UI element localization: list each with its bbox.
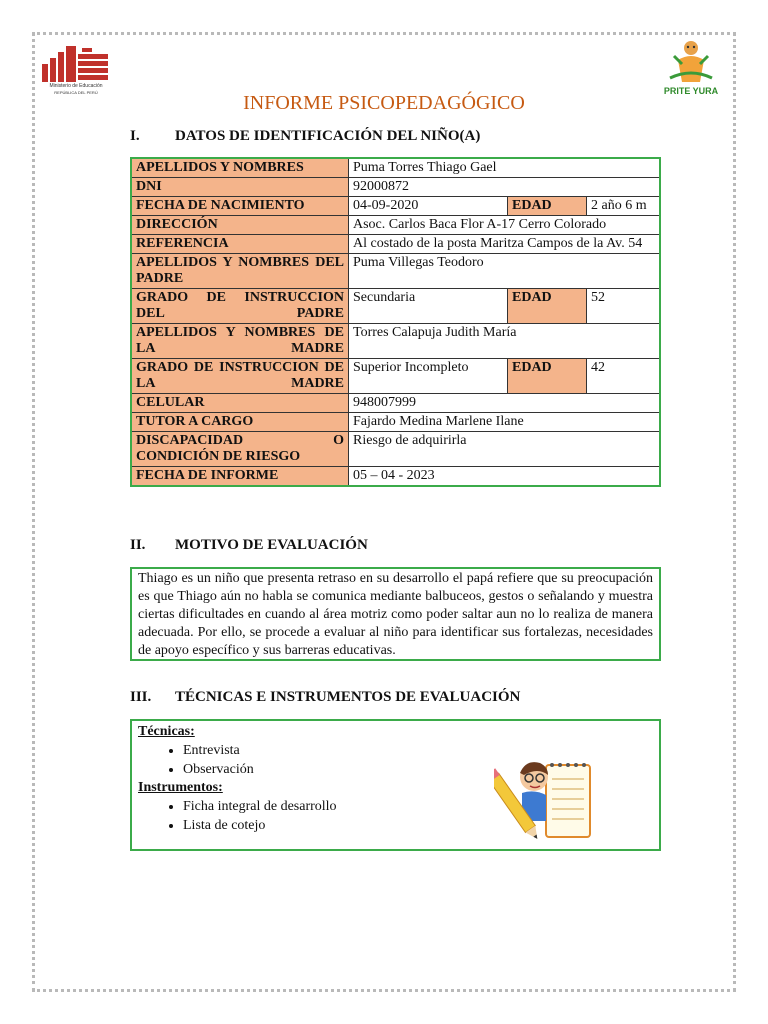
fecha-informe-key: FECHA DE INFORME <box>131 467 349 487</box>
grado-padre-value: Secundaria <box>349 289 508 324</box>
table-row <box>131 359 660 394</box>
student-clipart-icon <box>494 755 600 847</box>
celular-key: CELULAR <box>131 394 349 413</box>
madre-key: APELLIDOS Y NOMBRES DE LA MADRE <box>131 324 349 359</box>
section-3-heading <box>130 689 520 706</box>
table-row <box>131 432 660 467</box>
table-row <box>131 254 660 289</box>
table-row <box>131 235 660 254</box>
dni-value: 92000872 <box>349 178 661 197</box>
direccion-value: Asoc. Carlos Baca Flor A-17 Cerro Colorado <box>349 216 661 235</box>
table-row <box>131 216 660 235</box>
list-item: • Observación <box>183 760 653 779</box>
section-2-number: II. <box>130 537 146 553</box>
report-title: INFORME PSICOPEDAGÓGICO <box>243 92 525 114</box>
table-row <box>131 197 660 216</box>
table-row <box>131 467 660 487</box>
edad-key: EDAD <box>508 197 587 216</box>
madre-value: Torres Calapuja Judith María <box>349 324 661 359</box>
edad-padre-value: 52 <box>587 289 661 324</box>
tutor-key: TUTOR A CARGO <box>131 413 349 432</box>
motivo-box: Thiago es un niño que presenta retraso en su desarrollo el papá refiere que su preocupación es que Thiago aún no habla se comunica mediante balbuceos, gestos o señalando y muestra ciertas dificultades en cuando al área motriz como poder saltar aun no lo realiza de manera adecuada. Por ello, se procede a evaluar al niño para identificar sus fortalezas, necesidades de apoyo específico y sus barreras educativas. <box>130 567 661 661</box>
nacimiento-key: FECHA DE NACIMIENTO <box>131 197 349 216</box>
table-row <box>131 413 660 432</box>
table-row <box>131 394 660 413</box>
list-item: • Entrevista <box>183 741 653 760</box>
apellidos-value: Puma Torres Thiago Gael <box>349 158 661 178</box>
tutor-value: Fajardo Medina Marlene Ilane <box>349 413 661 432</box>
ministerio-subcaption: REPÚBLICA DEL PERÚ <box>54 90 98 95</box>
discapacidad-key <box>131 432 349 467</box>
section-1-title: DATOS DE IDENTIFICACIÓN DEL NIÑO(A) <box>175 128 481 144</box>
list-item: • Ficha integral de desarrollo <box>183 797 653 816</box>
discapacidad-value: Riesgo de adquirirla <box>349 432 661 467</box>
fecha-informe-value: 05 – 04 - 2023 <box>349 467 661 487</box>
tecnicas-label: Técnicas: <box>138 724 195 739</box>
prite-yura-wordmark: PRITE YURA <box>663 86 719 96</box>
section-1-number: I. <box>130 128 140 144</box>
discapacidad-key-line1: DISCAPACIDAD O <box>136 433 344 448</box>
referencia-key: REFERENCIA <box>131 235 349 254</box>
dni-key: DNI <box>131 178 349 197</box>
edad-madre-value: 42 <box>587 359 661 394</box>
apellidos-key: APELLIDOS Y NOMBRES <box>131 158 349 178</box>
grado-madre-value: Superior Incompleto <box>349 359 508 394</box>
padre-key: APELLIDOS Y NOMBRES DEL PADRE <box>131 254 349 289</box>
nacimiento-value: 04-09-2020 <box>349 197 508 216</box>
ministerio-caption: Ministerio de Educación <box>49 83 103 89</box>
edad-madre-key: EDAD <box>508 359 587 394</box>
padre-value: Puma Villegas Teodoro <box>349 254 661 289</box>
celular-value: 948007999 <box>349 394 661 413</box>
section-3-number: III. <box>130 689 152 705</box>
section-3-title: TÉCNICAS E INSTRUMENTOS DE EVALUACIÓN <box>175 689 521 705</box>
table-row <box>131 324 660 359</box>
table-row <box>131 158 660 178</box>
ministerio-logo <box>40 42 112 95</box>
section-1-heading <box>130 128 480 145</box>
discapacidad-key-line2: CONDICIÓN DE RIESGO <box>136 449 301 464</box>
list-item: • Lista de cotejo <box>183 816 653 835</box>
grado-madre-key: GRADO DE INSTRUCCION DE LA MADRE <box>131 359 349 394</box>
grado-padre-key: GRADO DE INSTRUCCION DEL PADRE <box>131 289 349 324</box>
table-row <box>131 178 660 197</box>
edad-value: 2 año 6 m <box>587 197 661 216</box>
identification-table <box>130 157 661 487</box>
edad-padre-key: EDAD <box>508 289 587 324</box>
instrumentos-label: Instrumentos: <box>138 780 223 795</box>
direccion-key: DIRECCIÓN <box>131 216 349 235</box>
table-row <box>131 289 660 324</box>
referencia-value: Al costado de la posta Maritza Campos de la Av. 54 <box>349 235 661 254</box>
section-2-heading <box>130 537 368 554</box>
section-2-title: MOTIVO DE EVALUACIÓN <box>175 537 368 553</box>
